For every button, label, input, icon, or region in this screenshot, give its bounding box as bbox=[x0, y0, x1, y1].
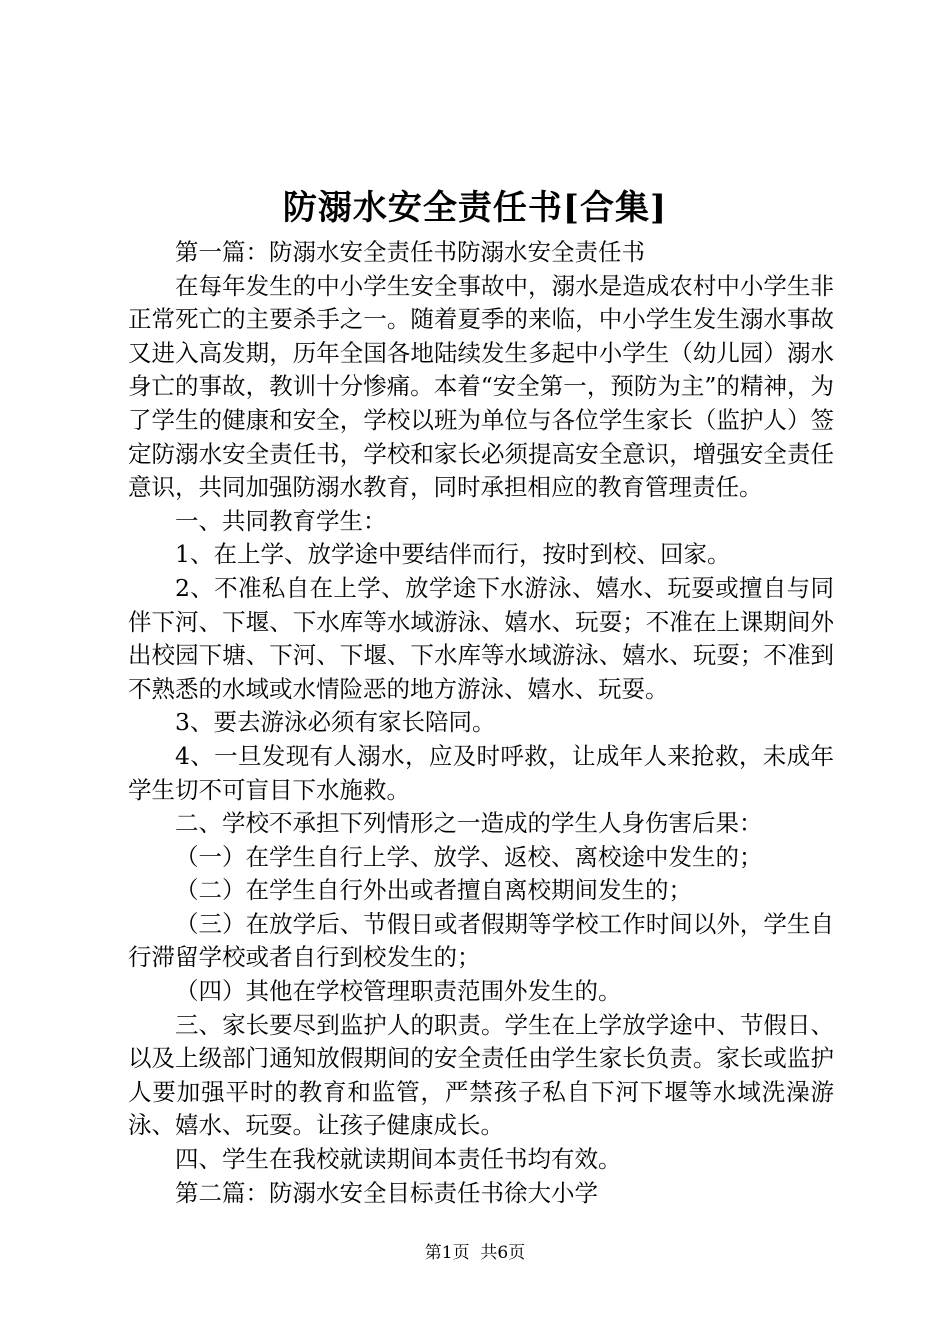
rule-item-4: 4、一旦发现有人溺水，应及时呼救，让成年人来抢救，未成年学生切不可盲目下水施救。 bbox=[128, 741, 834, 804]
section-validity: 四、学生在我校就读期间本责任书均有效。 bbox=[175, 1145, 622, 1174]
exemption-item-3: （三）在放学后、节假日或者假期等学校工作时间以外，学生自行滞留学校或者自行到校发生的； bbox=[128, 909, 834, 972]
exemption-item-2: （二）在学生自行外出或者擅自离校期间发生的； bbox=[175, 876, 692, 905]
rule-item-1: 1、在上学、放学途中要结伴而行，按时到校、回家。 bbox=[175, 540, 731, 569]
page-number: 第1页 bbox=[424, 1243, 470, 1263]
section-parent-duties: 三、家长要尽到监护人的职责。学生在上学放学途中、节假日、以及上级部门通知放假期间的安全责任由学生家长负责。家长或监护人要加强平时的教育和监管，严禁孩子私自下河下堰等水域洗澡游泳、嬉水、玩耍。让孩子健康成长。 bbox=[128, 1010, 834, 1140]
document-body bbox=[128, 236, 834, 1210]
section-heading-joint-education: 一、共同教育学生： bbox=[175, 506, 387, 535]
rule-item-3: 3、要去游泳必须有家长陪同。 bbox=[175, 708, 496, 737]
exemption-item-1: （一）在学生自行上学、放学、返校、离校途中发生的； bbox=[175, 842, 763, 871]
page-total: 共6页 bbox=[480, 1243, 526, 1263]
page-footer bbox=[0, 1241, 950, 1265]
section-heading-part-one: 第一篇：防溺水安全责任书防溺水安全责任书 bbox=[175, 238, 645, 266]
section-heading-school-exemptions: 二、学校不承担下列情形之一造成的学生人身伤害后果： bbox=[175, 809, 763, 838]
section-heading-part-two: 第二篇：防溺水安全目标责任书徐大小学 bbox=[175, 1178, 598, 1207]
intro-paragraph: 在每年发生的中小学生安全事故中，溺水是造成农村中小学生非正常死亡的主要杀手之一。随着夏季的来临，中小学生发生溺水事故又进入高发期，历年全国各地陆续发生多起中小学生（幼儿园）溺水身亡的事故，教训十分惨痛。本着“安全第一，预防为主”的精神，为了学生的健康和安全，学校以班为单位与各位学生家长（监护人）签定防溺水安全责任书，学校和家长必须提高安全意识，增强安全责任意识，共同加强防溺水教育，同时承担相应的教育管理责任。 bbox=[128, 271, 834, 502]
rule-item-2: 2、不准私自在上学、放学途下水游泳、嬉水、玩耍或擅自与同伴下河、下堰、下水库等水域游泳、嬉水、玩耍；不准在上课期间外出校园下塘、下河、下堰、下水库等水域游泳、嬉水、玩耍；不准到不熟悉的水域或水情险恶的地方游泳、嬉水、玩耍。 bbox=[128, 573, 834, 703]
document-title: 防溺水安全责任书[合集] bbox=[282, 188, 668, 228]
exemption-item-4: （四）其他在学校管理职责范围外发生的。 bbox=[175, 977, 622, 1006]
